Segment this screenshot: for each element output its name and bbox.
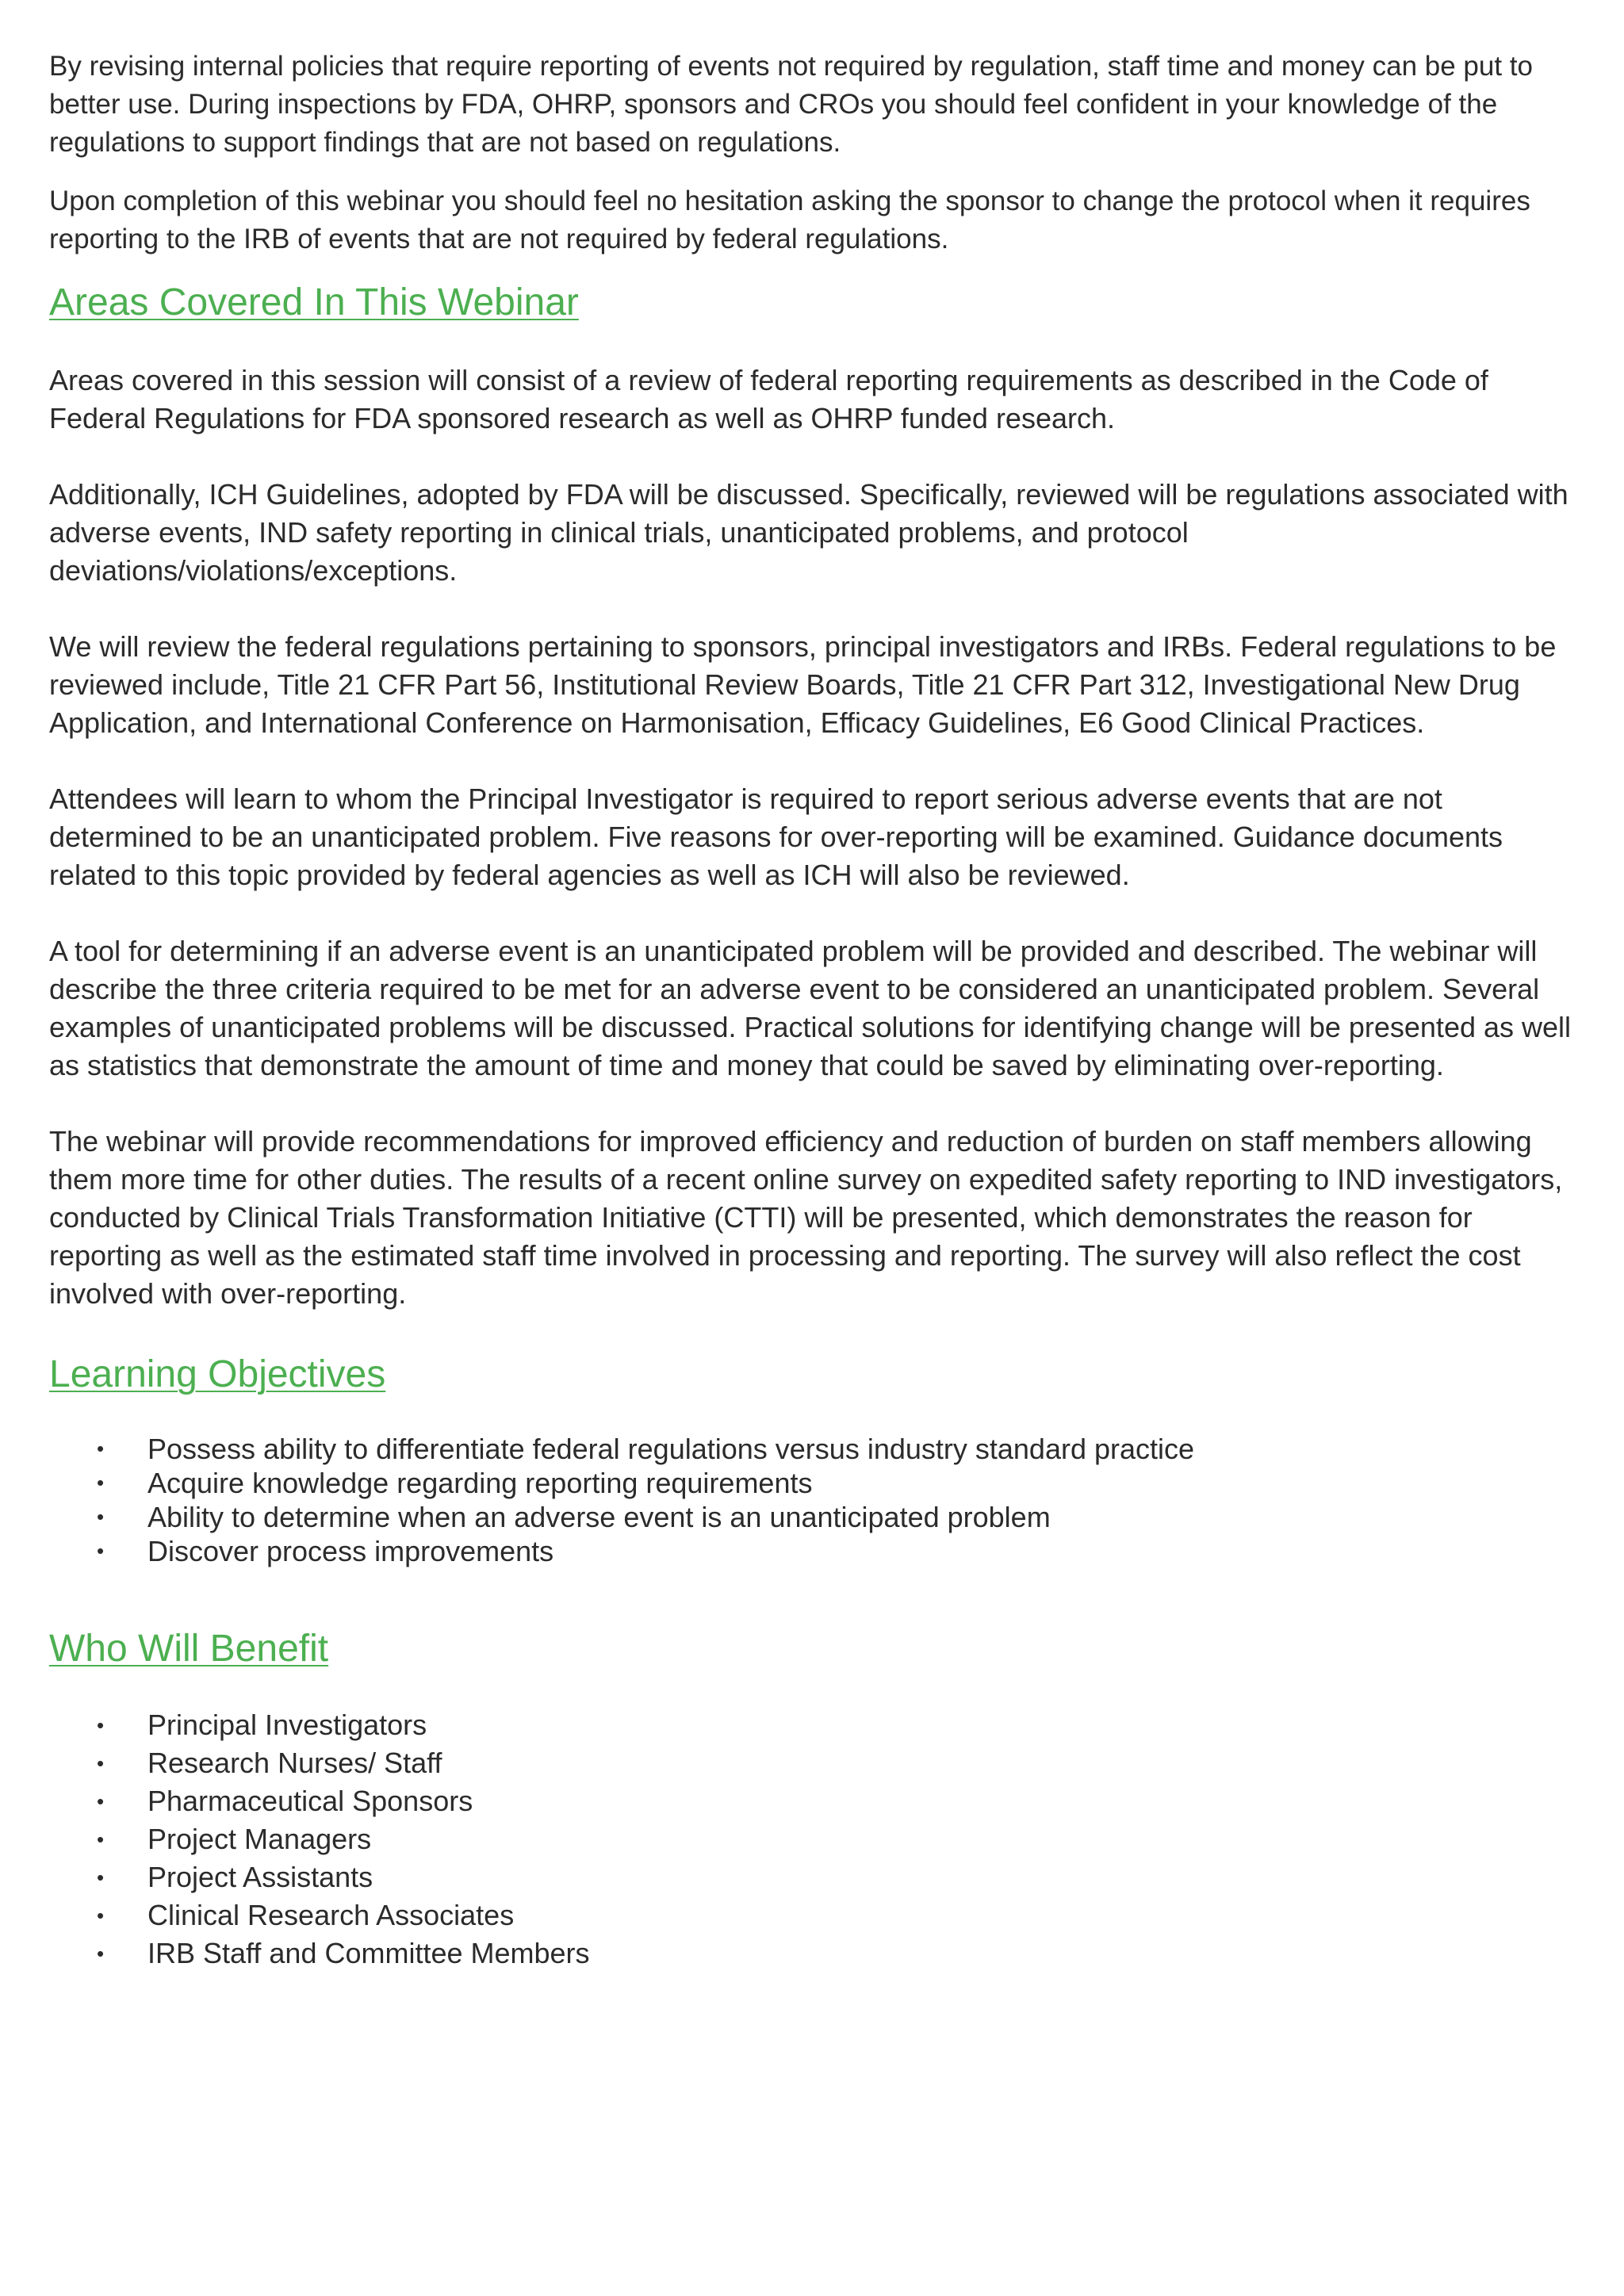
list-item <box>49 1706 1580 1744</box>
list-item <box>49 1466 1580 1500</box>
bullet-icon: • <box>97 1904 105 1927</box>
list-item-text: Principal Investigators <box>147 1709 427 1741</box>
bullet-icon: • <box>97 1789 105 1813</box>
areas-paragraph: Attendees will learn to whom the Principal Investigator is required to report serious adverse events that are not determined to be an unanticipated problem. Five reasons for over-reporting will be examined. Guidance documents related to this topic provided by federal agencies as well as ICH will also be reviewed. <box>49 783 1503 891</box>
intro-paragraph: Upon completion of this webinar you should feel no hesitation asking the sponsor to change the protocol when it requires reporting to the IRB of events that are not required by federal regulations. <box>49 186 1530 254</box>
list-item <box>49 1934 1580 1973</box>
who-will-benefit-list <box>49 1706 1580 1973</box>
list-item <box>49 1534 1580 1568</box>
areas-paragraph: Areas covered in this session will consist of a review of federal reporting requirements as described in the Code of Federal Regulations for FDA sponsored research as well as OHRP funded research. <box>49 364 1488 434</box>
list-item <box>49 1858 1580 1896</box>
list-item-text: Possess ability to differentiate federal regulations versus industry standard practice <box>147 1433 1195 1465</box>
intro-section <box>49 48 1580 258</box>
areas-paragraph: A tool for determining if an adverse event is an unanticipated problem will be provided and described. The webinar will describe the three criteria required to be met for an adverse event to be considered an unanticipated problem. Several examples of unanticipated problems will be discussed. Practical solutions for identifying change will be presented as well as statistics that demonstrate the amount of time and money that could be saved by eliminating over-reporting. <box>49 935 1572 1081</box>
list-item-text: Project Managers <box>147 1823 372 1855</box>
list-item <box>49 1782 1580 1820</box>
learning-objectives-heading: Learning Objectives <box>49 1353 386 1395</box>
document-page <box>49 48 1580 1973</box>
areas-paragraph: We will review the federal regulations pertaining to sponsors, principal investigators and IRBs. Federal regulations to be reviewed include, Title 21 CFR Part 56, Institutional Review Boards, Title 21 CFR Part 312, Investigational New Drug Application, and International Conference on Harmonisation, Efficacy Guidelines, E6 Good Clinical Practices. <box>49 630 1557 739</box>
bullet-icon: • <box>97 1713 105 1737</box>
bullet-icon: • <box>97 1827 105 1851</box>
list-item-text: Acquire knowledge regarding reporting requirements <box>147 1467 813 1499</box>
areas-covered-body <box>49 362 1580 1313</box>
bullet-icon: • <box>97 1751 105 1775</box>
list-item-text: IRB Staff and Committee Members <box>147 1937 590 1969</box>
areas-paragraph: Additionally, ICH Guidelines, adopted by FDA will be discussed. Specifically, reviewed will be regulations associated with adverse events, IND safety reporting in clinical trials, unanticipated problems, and protocol deviations/violations/exceptions. <box>49 478 1568 587</box>
bullet-icon: • <box>97 1942 105 1965</box>
bullet-icon: • <box>97 1505 105 1529</box>
bullet-icon: • <box>97 1437 105 1460</box>
bullet-icon: • <box>97 1539 105 1563</box>
bullet-icon: • <box>97 1471 105 1494</box>
list-item-text: Discover process improvements <box>147 1535 554 1567</box>
list-item <box>49 1744 1580 1782</box>
intro-paragraph: By revising internal policies that require reporting of events not required by regulation, staff time and money can be put to better use. During inspections by FDA, OHRP, sponsors and CROs you should feel confident in your knowledge of the regulations to support findings that are not based on regulations. <box>49 51 1533 158</box>
who-will-benefit-heading: Who Will Benefit <box>49 1628 329 1670</box>
list-item <box>49 1896 1580 1934</box>
learning-objectives-list <box>49 1432 1580 1568</box>
list-item <box>49 1500 1580 1534</box>
areas-covered-heading: Areas Covered In This Webinar <box>49 281 579 323</box>
list-item-text: Pharmaceutical Sponsors <box>147 1785 473 1817</box>
list-item-text: Project Assistants <box>147 1861 373 1893</box>
list-item <box>49 1820 1580 1858</box>
list-item-text: Ability to determine when an adverse event is an unanticipated problem <box>147 1501 1051 1533</box>
bullet-icon: • <box>97 1866 105 1889</box>
list-item-text: Research Nurses/ Staff <box>147 1747 442 1779</box>
list-item <box>49 1432 1580 1466</box>
areas-paragraph: The webinar will provide recommendations for improved efficiency and reduction of burden on staff members allowing them more time for other duties. The results of a recent online survey on expedited safety reporting to IND investigators, conducted by Clinical Trials Transformation Initiative (CTTI) will be presented, which demonstrates the reason for reporting as well as the estimated staff time involved in processing and reporting. The survey will also reflect the cost involved with over-reporting. <box>49 1125 1563 1310</box>
list-item-text: Clinical Research Associates <box>147 1899 515 1931</box>
